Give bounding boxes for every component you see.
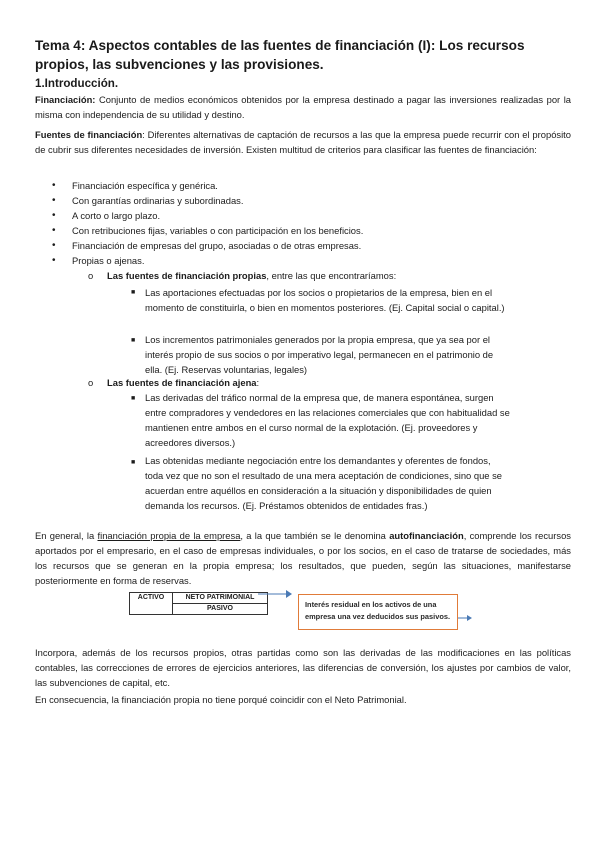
term-autofinanciacion: autofinanciación	[389, 530, 464, 541]
square-bullet-icon: ■	[131, 459, 136, 466]
bullet-icon: •	[52, 240, 56, 251]
balance-activo: ACTIVO	[130, 593, 173, 615]
paragraph-autofinanciacion: En general, la financiación propia de la empresa, a la que también se le denomina autofinanciación, comprende los recursos aportados por el empresario, en el caso de empresas individuales, o por los socios, en el caso de tratarse de sociedades, más los recursos que se generan en la propia empresa; los resultados, que pueden, según las situaciones, manifestarse posteriormente en forma de reservas.	[35, 530, 571, 586]
balance-pasivo: PASIVO	[173, 604, 268, 615]
square-bullet-icon: ■	[131, 337, 136, 344]
definition-fuentes-text: : Diferentes alternativas de captación de recursos a las que la empresa puede recurrir con el propósito de cubrir sus diferentes necesidades de inversión. Existen multitud de criterios para clasificar las fuentes de financiación:	[35, 129, 571, 155]
bullet-icon: •	[52, 195, 56, 206]
paragraph-conclusion: En consecuencia, la financiación propia no tiene porqué coincidir con el Neto Patrimonial.	[35, 694, 407, 705]
list-item: • Financiación de empresas del grupo, asociadas o de otras empresas.	[52, 240, 362, 251]
bullet-icon: •	[52, 255, 56, 266]
section-heading: 1.Introducción.	[35, 77, 119, 90]
ajenas-heading: Las fuentes de financiación ajena:	[107, 377, 260, 388]
balance-table	[129, 592, 268, 615]
annotation-note: Interés residual en los activos de una empresa una vez deducidos sus pasivos.	[298, 594, 458, 630]
criteria-list	[35, 178, 575, 268]
definition-financiacion-text: Conjunto de medios económicos obtenidos por la empresa destinado a pagar las inversiones realizadas por la misma con independencia de su utilidad y destino.	[35, 94, 571, 120]
list-item: • Propias o ajenas.	[52, 255, 145, 266]
list-item: • Con retribuciones fijas, variables o con participación en los beneficios.	[52, 225, 364, 236]
list-item: • Financiación específica y genérica.	[52, 180, 218, 191]
propias-heading: Las fuentes de financiación propias, entre las que encontraríamos:	[107, 270, 397, 281]
term-fuentes: Fuentes de financiación	[35, 129, 143, 140]
bullet-icon: •	[52, 210, 56, 221]
bullet-icon: •	[52, 180, 56, 191]
arrow-right-icon	[258, 587, 292, 599]
square-bullet-icon: ■	[131, 395, 136, 402]
square-bullet-icon: ■	[131, 289, 136, 296]
propias-item: Las aportaciones efectuadas por los socios o propietarios de la empresa, bien en el momento de constituirla, o bien en momentos posteriores. (Ej. Capital social o capital.)	[145, 287, 505, 313]
definition-financiacion	[35, 92, 571, 122]
list-item: • Con garantías ordinarias y subordinadas.	[52, 195, 244, 206]
list-item: • A corto o largo plazo.	[52, 210, 161, 221]
propias-item: Los incrementos patrimoniales generados por la propia empresa, que ya sea por el interés propio de sus socios o por imperativo legal, permanecen en el patrimonio de ella. (Ej. Reservas voluntarias, legales)	[145, 334, 494, 375]
underlined-term: financiación propia de la empresa	[97, 530, 241, 541]
balance-neto: NETO PATRIMONIAL	[173, 593, 268, 604]
ajenas-item: Las derivadas del tráfico normal de la empresa que, de manera espontánea, surgen entre compradores y vendedores en las relaciones comerciales que con habitualidad se mantienen entre ambos en el curso normal de la explotación. (Ej. proveedores y acreedores diversos.)	[145, 392, 510, 448]
circle-bullet-icon: o	[88, 377, 94, 388]
page-title: Tema 4: Aspectos contables de las fuentes de financiación (I): Los recursos propios, las subvenciones y las provisiones.	[35, 38, 525, 72]
bullet-icon: •	[52, 225, 56, 236]
term-financiacion: Financiación:	[35, 94, 96, 105]
arrow-small-icon	[458, 612, 472, 624]
definition-fuentes	[35, 127, 571, 157]
paragraph-incorpora: Incorpora, además de los recursos propios, otras partidas como son las derivadas de las modificaciones en las políticas contables, las correcciones de errores de ejercicios anteriores, las diferencias de conversión, los ajustes por cambios de valor, las subvenciones de capital, etc.	[35, 647, 571, 688]
circle-bullet-icon: o	[88, 270, 94, 281]
ajenas-item: Las obtenidas mediante negociación entre los demandantes y oferentes de fondos, toda vez que no son el resultado de una mera aceptación de condiciones, sino que se acuerdan entre aquéllos en consideración a la situación y disponibilidades de quien demanda los recursos. (Ej. Préstamos obtenidos de entidades fras.)	[145, 455, 503, 511]
